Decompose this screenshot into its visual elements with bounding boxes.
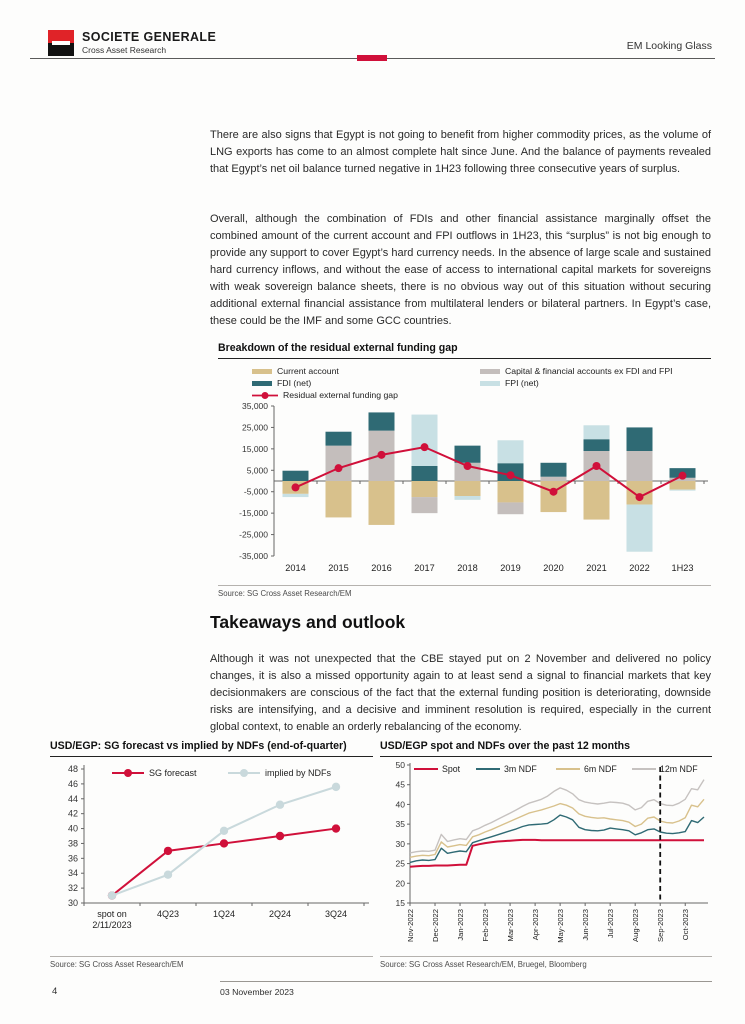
svg-text:46: 46: [67, 778, 78, 789]
svg-text:30: 30: [395, 838, 405, 849]
legend-item: [480, 366, 673, 376]
svg-text:implied by NDFs: implied by NDFs: [265, 768, 332, 778]
svg-text:Oct-2023: Oct-2023: [681, 909, 691, 941]
footer-rule: [220, 981, 712, 982]
svg-text:2015: 2015: [328, 563, 349, 573]
svg-text:spot on: spot on: [97, 909, 127, 919]
legend-label: FDI (net): [277, 378, 312, 388]
paragraph-lng-exports: There are also signs that Egypt is not going to benefit from higher commodity prices, as the volume of LNG exports has come to an almost complete halt since June. And the balance of payments revealed that Egypt’s net oil balance turned negative in 1H23 following three consecutive years of surplus.: [210, 129, 711, 175]
svg-text:2020: 2020: [543, 563, 564, 573]
legend-swatch-icon: [480, 381, 500, 386]
svg-text:12m NDF: 12m NDF: [660, 764, 698, 774]
page-number: 4: [52, 986, 58, 997]
svg-text:May-2023: May-2023: [556, 909, 566, 943]
svg-text:30: 30: [67, 898, 78, 908]
figure-funding-gap: [218, 342, 711, 598]
legend-item: [252, 366, 480, 376]
brand-name: SOCIETE GENERALE: [82, 30, 217, 44]
svg-text:2021: 2021: [586, 563, 607, 573]
header-brand: [48, 30, 216, 56]
figure-forecast-vs-ndfs: [50, 740, 373, 969]
svg-text:48: 48: [67, 764, 78, 774]
legend-label: Capital & financial accounts ex FDI and FPI: [505, 366, 673, 376]
svg-text:35: 35: [395, 819, 405, 830]
svg-text:35,000: 35,000: [242, 401, 268, 411]
svg-text:6m NDF: 6m NDF: [584, 764, 617, 774]
legend-label: Residual external funding gap: [283, 390, 398, 400]
header-red-accent: [357, 55, 387, 61]
spot-ndf-chart: [380, 757, 712, 949]
svg-text:2016: 2016: [371, 563, 392, 573]
svg-text:45: 45: [395, 779, 405, 790]
funding-gap-chart: [218, 400, 711, 578]
svg-text:-5,000: -5,000: [243, 486, 268, 497]
svg-text:-25,000: -25,000: [239, 529, 268, 540]
svg-text:50: 50: [395, 760, 405, 770]
svg-text:Feb-2023: Feb-2023: [481, 909, 491, 942]
legend-line-icon: [252, 391, 278, 400]
svg-text:Spot: Spot: [442, 764, 461, 774]
figure-source: Source: SG Cross Asset Research/EM, Bruegel, Bloomberg: [380, 956, 712, 969]
figure-source: Source: SG Cross Asset Research/EM: [218, 585, 711, 598]
svg-text:25,000: 25,000: [242, 422, 268, 433]
paragraph-takeaways: Although it was not unexpected that the CBE stayed put on 2 November and delivered no policy changes, it is also a missed opportunity again to at least send a signal to financial markets that key decisionmakers are conscious of the fact that the external funding position is deteriorating, downside risks are intensifying, and a decisive and imminent resolution is required, especially in the current global context, to enable an orderly rebalancing of the economy.: [210, 653, 711, 733]
svg-text:20: 20: [395, 878, 405, 889]
funding-gap-legend: [252, 366, 711, 400]
svg-text:Aug-2023: Aug-2023: [631, 909, 641, 942]
svg-text:-15,000: -15,000: [239, 508, 268, 519]
svg-text:42: 42: [67, 808, 78, 819]
legend-swatch-icon: [252, 369, 272, 374]
footer-date: 03 November 2023: [220, 987, 294, 997]
brand-subtitle: Cross Asset Research: [82, 45, 167, 55]
svg-text:2/11/2023: 2/11/2023: [92, 920, 132, 930]
section-heading-takeaways: Takeaways and outlook: [210, 612, 406, 632]
document-title: EM Looking Glass: [626, 40, 712, 52]
societe-generale-logo-icon: [48, 30, 74, 56]
svg-text:Apr-2023: Apr-2023: [531, 909, 541, 941]
svg-text:25: 25: [395, 858, 405, 869]
svg-text:4Q23: 4Q23: [156, 909, 180, 919]
svg-text:38: 38: [67, 838, 78, 849]
figure-title: USD/EGP: SG forecast vs implied by NDFs (end-of-quarter): [50, 740, 373, 757]
legend-label: FPI (net): [505, 378, 539, 388]
svg-text:2022: 2022: [629, 563, 650, 573]
svg-text:Jun-2023: Jun-2023: [581, 909, 591, 941]
svg-text:3Q24: 3Q24: [324, 909, 348, 919]
svg-text:2Q24: 2Q24: [268, 909, 292, 919]
svg-text:32: 32: [67, 883, 78, 894]
svg-text:Dec-2022: Dec-2022: [431, 909, 441, 942]
svg-text:Mar-2023: Mar-2023: [506, 909, 516, 942]
svg-text:2014: 2014: [285, 563, 306, 573]
svg-text:40: 40: [67, 823, 78, 834]
paragraph-funding-surplus: Overall, although the combination of FDIs and other financial assistance marginally offset the combined amount of the current account and FPI outflows in 1H23, this “surplus” is not big enough to provide any support to cover Egypt’s hard currency needs. In the absence of large scale and sustained hard currency inflows, and without the ease of access to international capital markets for sovereigns with weak sovereign balance sheets, there is no obvious way out of this situation without securing additional external financial assistance from multilateral lenders or bilateral partners. In Egypt’s case, these could be the IMF and some GCC countries.: [210, 213, 711, 327]
svg-text:1Q24: 1Q24: [212, 909, 236, 919]
svg-text:Jan-2023: Jan-2023: [456, 909, 466, 941]
figure-source: Source: SG Cross Asset Research/EM: [50, 956, 373, 969]
svg-text:-35,000: -35,000: [239, 551, 268, 561]
svg-text:2017: 2017: [414, 563, 435, 573]
svg-text:36: 36: [67, 853, 78, 864]
svg-text:Sep-2023: Sep-2023: [656, 909, 666, 942]
svg-text:44: 44: [67, 793, 78, 804]
svg-text:15: 15: [395, 898, 405, 908]
svg-text:2019: 2019: [500, 563, 521, 573]
svg-text:SG forecast: SG forecast: [149, 768, 197, 778]
svg-text:2018: 2018: [457, 563, 478, 573]
svg-text:Jul-2023: Jul-2023: [606, 909, 616, 939]
figure-title: USD/EGP spot and NDFs over the past 12 months: [380, 740, 712, 757]
legend-item: [480, 378, 673, 388]
legend-item: [252, 378, 480, 388]
svg-text:15,000: 15,000: [242, 443, 268, 454]
svg-text:40: 40: [395, 799, 405, 810]
svg-text:3m NDF: 3m NDF: [504, 764, 537, 774]
svg-text:34: 34: [67, 868, 78, 879]
figure-spot-ndfs: [380, 740, 712, 969]
legend-swatch-icon: [480, 369, 500, 374]
svg-text:1H23: 1H23: [671, 563, 694, 573]
legend-item: [252, 390, 480, 400]
legend-label: Current account: [277, 366, 339, 376]
figure-title: Breakdown of the residual external funding gap: [218, 342, 711, 359]
svg-text:Nov-2022: Nov-2022: [406, 909, 415, 942]
svg-text:5,000: 5,000: [246, 465, 268, 476]
forecast-chart: [50, 757, 373, 949]
legend-swatch-icon: [252, 381, 272, 386]
